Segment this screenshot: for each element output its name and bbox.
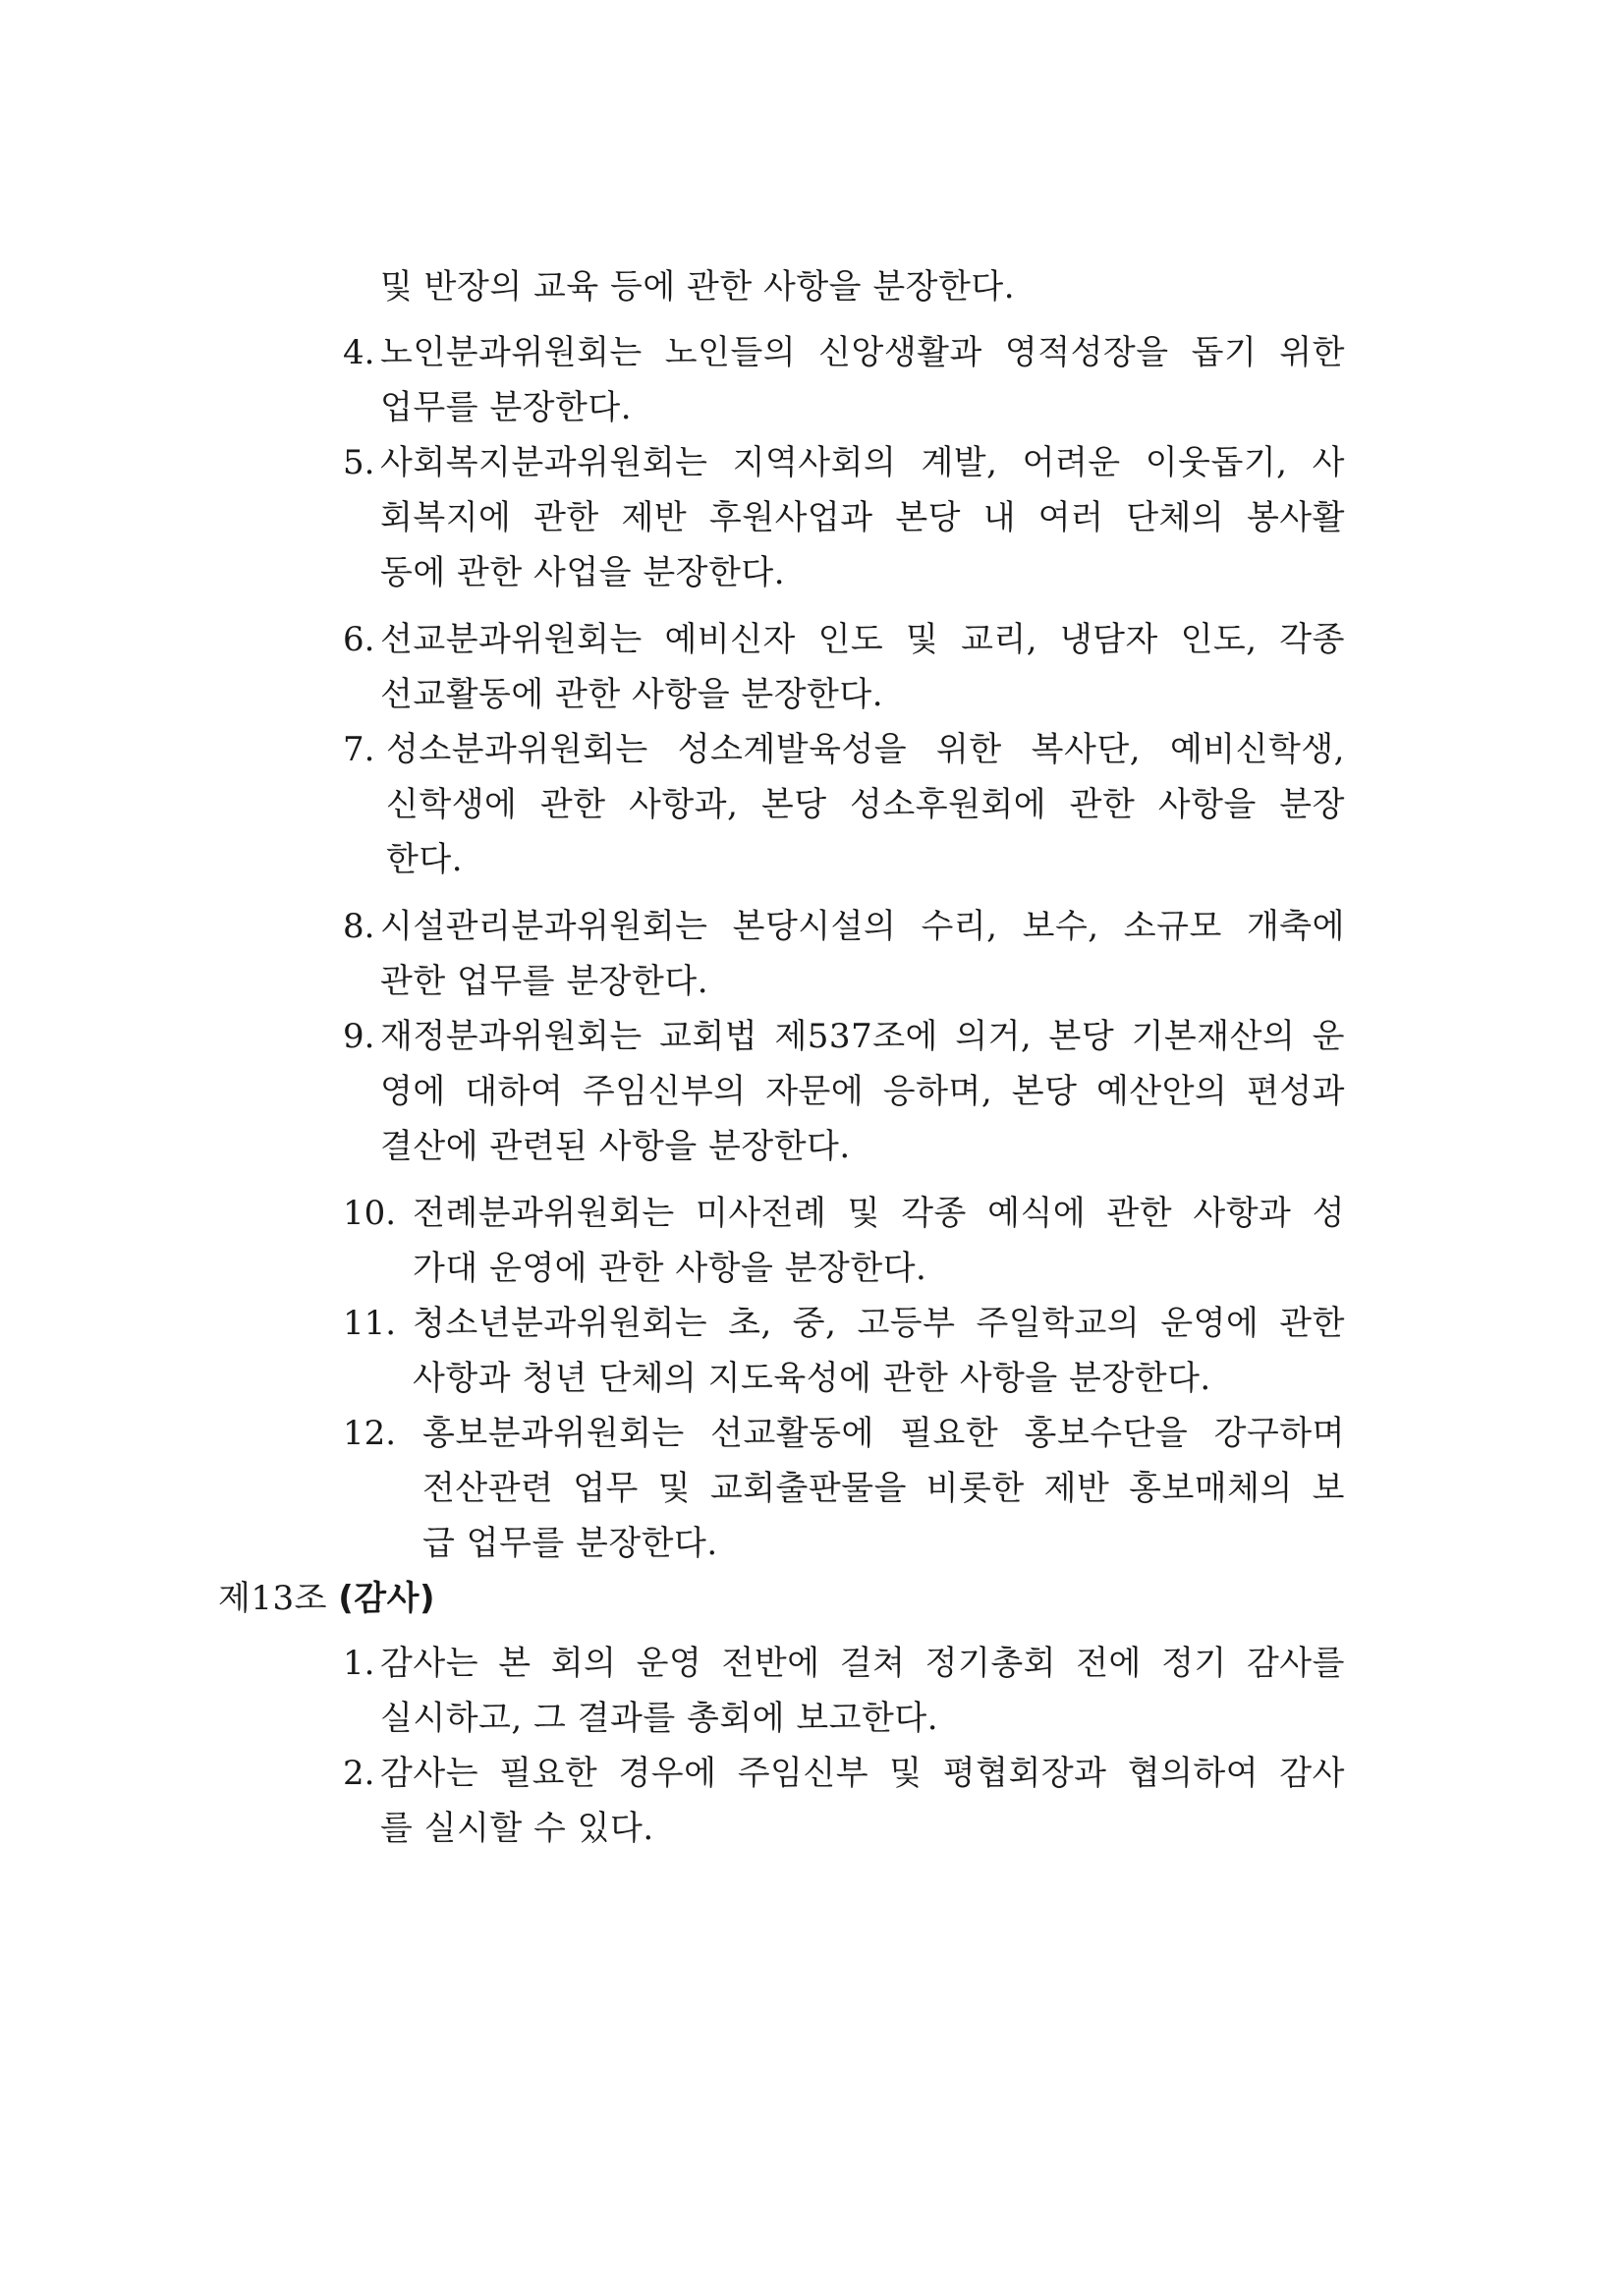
item-number: 8.: [343, 907, 375, 946]
item-line: 청소년분과위원회는 초, 중, 고등부 주일학교의 운영에 관한: [413, 1304, 1345, 1343]
item-line: 관한 업무를 분장한다.: [380, 962, 709, 1001]
item-number: 1.: [343, 1644, 375, 1683]
item-number: 4.: [343, 333, 375, 372]
item-line: 성소분과위원회는 성소계발육성을 위한 복사단, 예비신학생,: [386, 730, 1345, 769]
item-line: 영에 대하여 주임신부의 자문에 응하며, 본당 예산안의 편성과: [380, 1072, 1345, 1111]
item-line: 신학생에 관한 사항과, 본당 성소후원회에 관한 사항을 분장: [386, 785, 1345, 824]
article-title: (감사): [338, 1579, 436, 1618]
item-number: 9.: [343, 1017, 375, 1056]
item-line: 감사는 필요한 경우에 주임신부 및 평협회장과 협의하여 감사: [380, 1754, 1345, 1793]
item-line: 사회복지분과위원회는 지역사회의 계발, 어려운 이웃돕기, 사: [380, 443, 1345, 482]
item-number: 6.: [343, 620, 375, 659]
item-line: 가대 운영에 관한 사항을 분장한다.: [413, 1249, 927, 1288]
item-number: 7.: [343, 730, 375, 769]
item-line: 사항과 청년 단체의 지도육성에 관한 사항을 분장한다.: [413, 1359, 1211, 1398]
article-heading: [218, 1571, 435, 1626]
item-line: 회복지에 관한 제반 후원사업과 본당 내 여러 단체의 봉사활: [380, 498, 1345, 537]
continuation-line: 및 반장의 교육 등에 관한 사항을 분장한다.: [380, 267, 1015, 307]
item-line: 노인분과위원회는 노인들의 신앙생활과 영적성장을 돕기 위한: [380, 333, 1345, 372]
item-number: 11.: [343, 1304, 397, 1343]
item-line: 동에 관한 사업을 분장한다.: [380, 553, 786, 592]
item-number: 2.: [343, 1754, 375, 1793]
item-number: 10.: [343, 1194, 397, 1233]
item-line: 급 업무를 분장한다.: [422, 1524, 718, 1563]
item-number: 5.: [343, 443, 375, 482]
article-number: 제13조: [218, 1579, 327, 1618]
item-line: 시설관리분과위원회는 본당시설의 수리, 보수, 소규모 개축에: [380, 907, 1345, 946]
item-line: 한다.: [386, 840, 463, 879]
item-line: 업무를 분장한다.: [380, 388, 633, 427]
item-line: 를 실시할 수 있다.: [380, 1809, 654, 1848]
item-number: 12.: [343, 1414, 397, 1453]
item-line: 결산에 관련된 사항을 분장한다.: [380, 1127, 851, 1166]
item-line: 실시하고, 그 결과를 총회에 보고한다.: [380, 1699, 939, 1738]
item-line: 선교활동에 관한 사항을 분장한다.: [380, 675, 884, 714]
item-line: 감사는 본 회의 운영 전반에 걸쳐 정기총회 전에 정기 감사를: [380, 1644, 1345, 1683]
item-line: 재정분과위원회는 교회법 제537조에 의거, 본당 기본재산의 운: [380, 1017, 1345, 1056]
item-line: 전례분과위원회는 미사전례 및 각종 예식에 관한 사항과 성: [413, 1194, 1345, 1233]
item-line: 전산관련 업무 및 교회출판물을 비롯한 제반 홍보매체의 보: [422, 1469, 1345, 1508]
item-line: 선교분과위원회는 예비신자 인도 및 교리, 냉담자 인도, 각종: [380, 620, 1345, 659]
item-line: 홍보분과위원회는 선교활동에 필요한 홍보수단을 강구하며: [422, 1414, 1345, 1453]
